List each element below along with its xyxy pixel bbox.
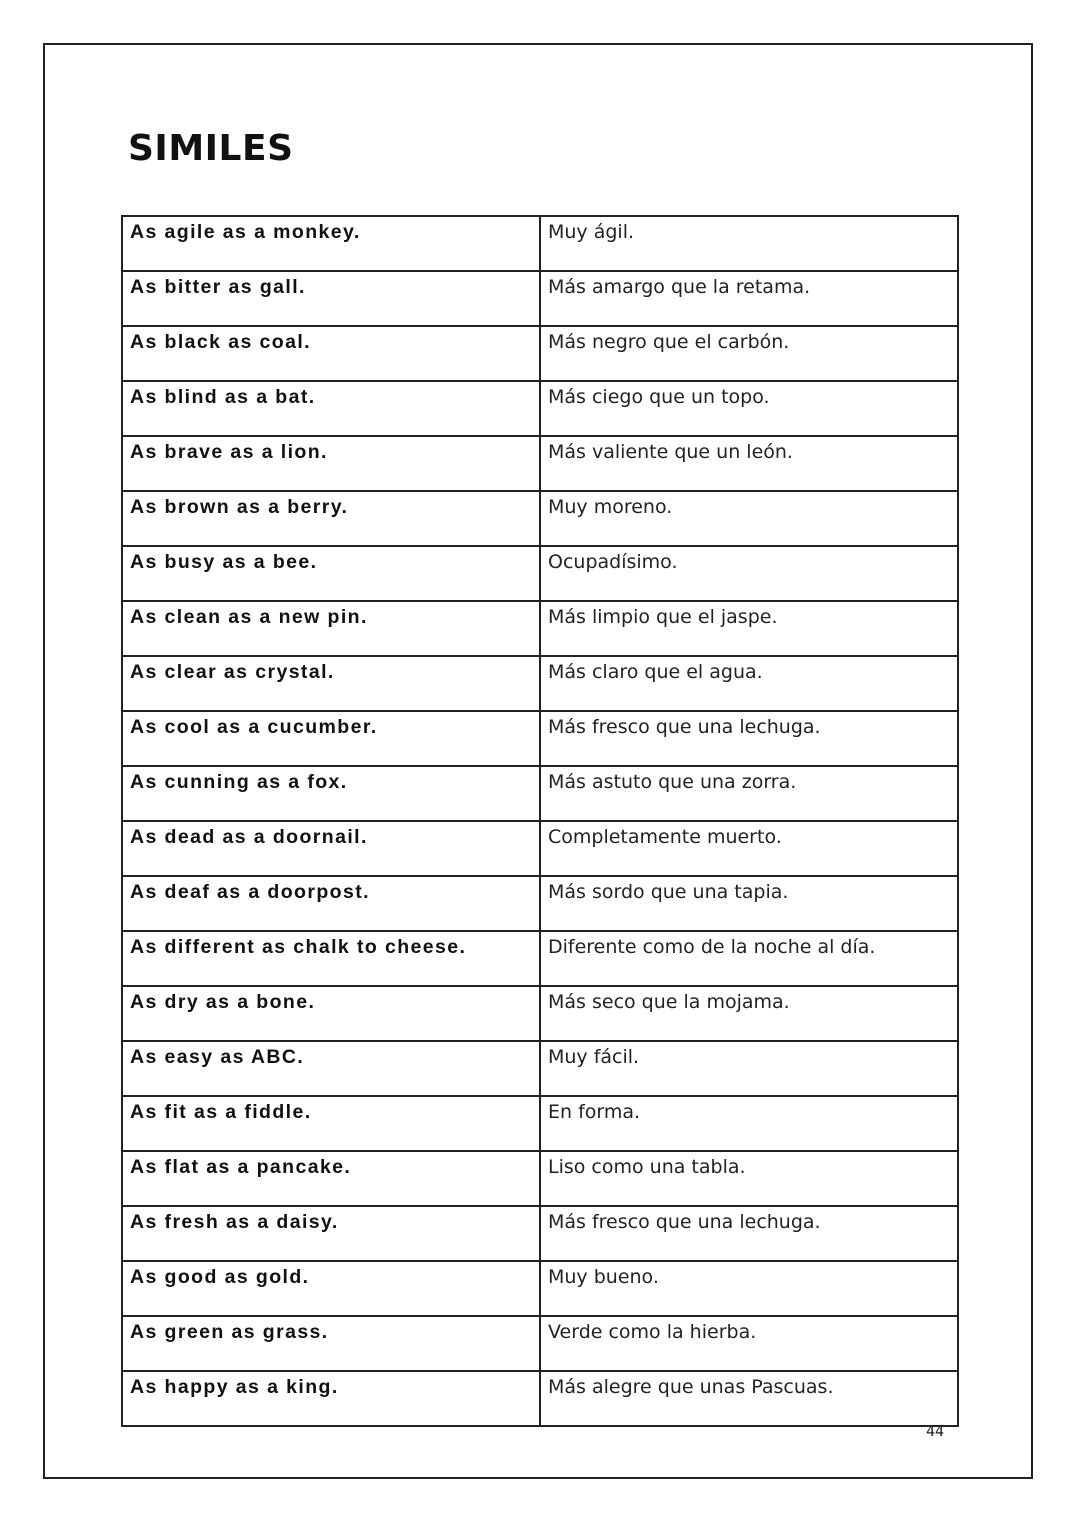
simile-spanish: Muy moreno.	[540, 491, 958, 546]
table-row	[122, 436, 958, 491]
table-row	[122, 1316, 958, 1371]
page-number: 44	[926, 1422, 945, 1440]
simile-spanish: Más ciego que un topo.	[540, 381, 958, 436]
simile-spanish: Más seco que la mojama.	[540, 986, 958, 1041]
simile-spanish: Más sordo que una tapia.	[540, 876, 958, 931]
simile-english: As easy as ABC.	[122, 1041, 540, 1096]
table-row	[122, 271, 958, 326]
simile-english: As flat as a pancake.	[122, 1151, 540, 1206]
simile-english: As busy as a bee.	[122, 546, 540, 601]
table-row	[122, 931, 958, 986]
simile-spanish: Más fresco que una lechuga.	[540, 1206, 958, 1261]
table-row	[122, 1206, 958, 1261]
table-row	[122, 821, 958, 876]
table-row	[122, 1261, 958, 1316]
simile-english: As brave as a lion.	[122, 436, 540, 491]
simile-english: As cunning as a fox.	[122, 766, 540, 821]
simile-english: As brown as a berry.	[122, 491, 540, 546]
simile-spanish: Completamente muerto.	[540, 821, 958, 876]
simile-english: As blind as a bat.	[122, 381, 540, 436]
simile-spanish: Más amargo que la retama.	[540, 271, 958, 326]
simile-spanish: Ocupadísimo.	[540, 546, 958, 601]
simile-english: As good as gold.	[122, 1261, 540, 1316]
similes-table-body	[122, 216, 958, 1426]
table-row	[122, 766, 958, 821]
simile-spanish: Más limpio que el jaspe.	[540, 601, 958, 656]
simile-english: As green as grass.	[122, 1316, 540, 1371]
simile-spanish: Muy fácil.	[540, 1041, 958, 1096]
simile-english: As dead as a doornail.	[122, 821, 540, 876]
simile-english: As bitter as gall.	[122, 271, 540, 326]
simile-english: As deaf as a doorpost.	[122, 876, 540, 931]
table-row	[122, 381, 958, 436]
simile-spanish: Muy bueno.	[540, 1261, 958, 1316]
simile-spanish: Más alegre que unas Pascuas.	[540, 1371, 958, 1426]
table-row	[122, 656, 958, 711]
simile-spanish: Más valiente que un león.	[540, 436, 958, 491]
table-row	[122, 711, 958, 766]
table-row	[122, 1371, 958, 1426]
table-row	[122, 216, 958, 271]
table-row	[122, 1151, 958, 1206]
similes-table	[121, 215, 959, 1427]
page-title: SIMILES	[128, 128, 294, 169]
simile-spanish: Más fresco que una lechuga.	[540, 711, 958, 766]
simile-english: As clean as a new pin.	[122, 601, 540, 656]
table-row	[122, 491, 958, 546]
table-row	[122, 986, 958, 1041]
simile-english: As fresh as a daisy.	[122, 1206, 540, 1261]
simile-english: As agile as a monkey.	[122, 216, 540, 271]
simile-spanish: Más claro que el agua.	[540, 656, 958, 711]
table-row	[122, 1041, 958, 1096]
simile-english: As fit as a fiddle.	[122, 1096, 540, 1151]
simile-english: As dry as a bone.	[122, 986, 540, 1041]
simile-spanish: Más astuto que una zorra.	[540, 766, 958, 821]
simile-english: As happy as a king.	[122, 1371, 540, 1426]
simile-spanish: Verde como la hierba.	[540, 1316, 958, 1371]
simile-english: As clear as crystal.	[122, 656, 540, 711]
simile-spanish: Muy ágil.	[540, 216, 958, 271]
simile-spanish: Liso como una tabla.	[540, 1151, 958, 1206]
simile-english: As cool as a cucumber.	[122, 711, 540, 766]
table-row	[122, 546, 958, 601]
simile-english: As black as coal.	[122, 326, 540, 381]
simile-spanish: Más negro que el carbón.	[540, 326, 958, 381]
table-row	[122, 601, 958, 656]
simile-english: As different as chalk to cheese.	[122, 931, 540, 986]
simile-spanish: Diferente como de la noche al día.	[540, 931, 958, 986]
table-row	[122, 1096, 958, 1151]
simile-spanish: En forma.	[540, 1096, 958, 1151]
table-row	[122, 876, 958, 931]
table-row	[122, 326, 958, 381]
